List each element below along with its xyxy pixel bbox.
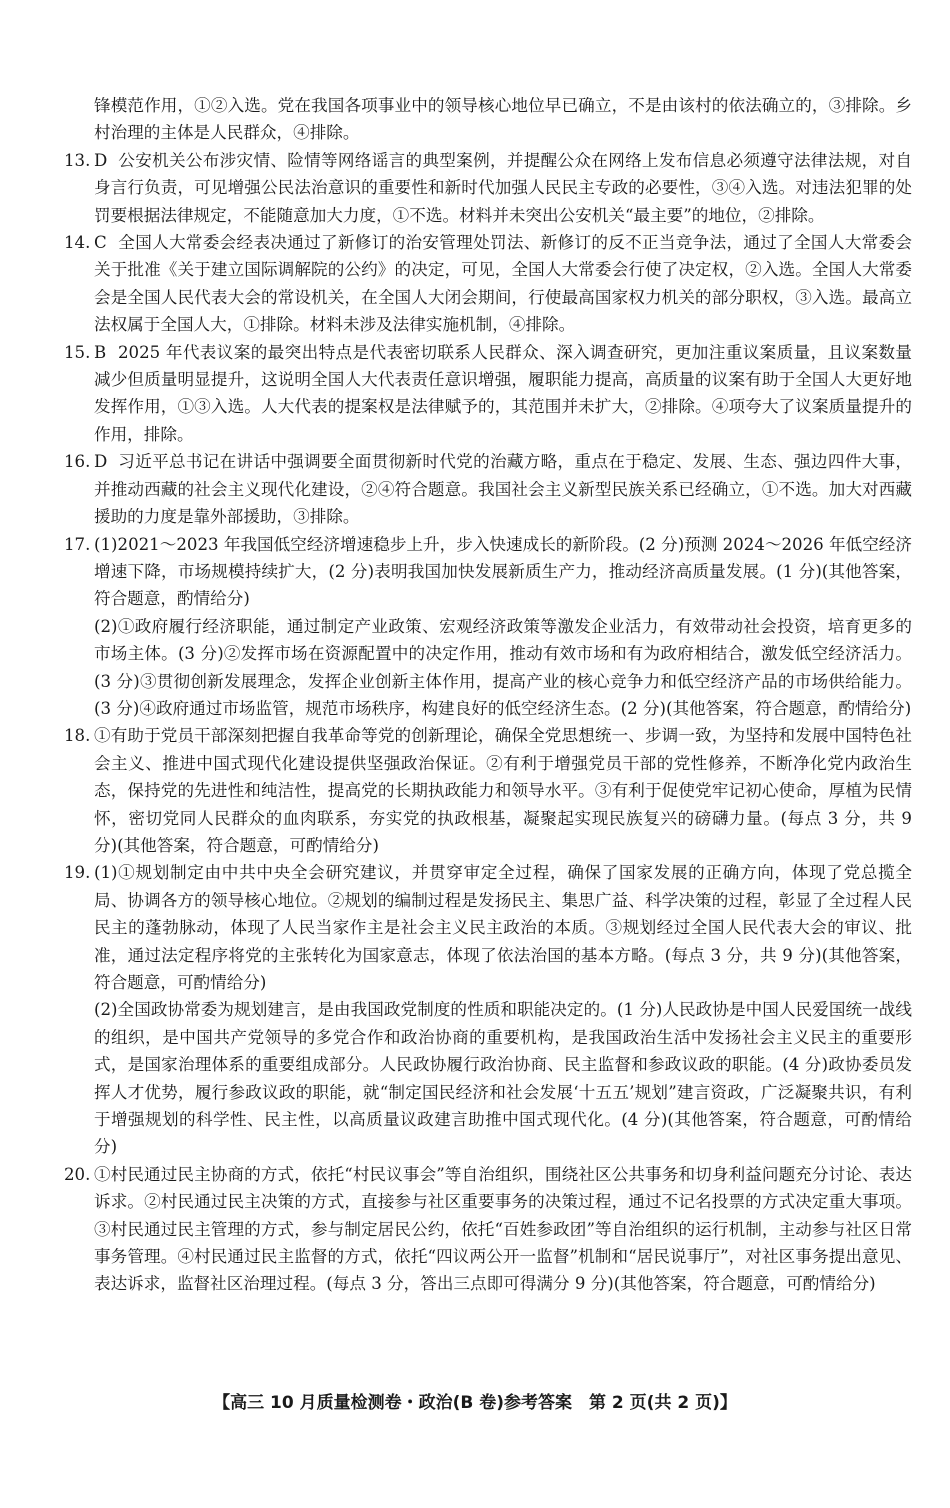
answer-number: 14.	[64, 233, 91, 253]
answer-choice: D	[94, 150, 108, 170]
answer-explanation: (1)2021～2023 年我国低空经济增速稳步上升，步入快速成长的新阶段。(2 分)预测 2024～2026 年低空经济增速下降，市场规模持续扩大，(2 分)表明我国加快发展新质生产力，推动经济高质量发展。(1 分)(其他答案，符合题意，酌情给分)	[94, 534, 912, 609]
answer-number: 15.	[64, 342, 91, 362]
answer-item-19	[64, 859, 912, 996]
answer-explanation: 全国人大常委会经表决通过了新修订的治安管理处罚法、新修订的反不正当竞争法，通过了全国人大常委会关于批准《关于建立国际调解院的公约》的决定，可见，全国人大常委会行使了决定权，②入选。全国人大常委会是全国人民代表大会的常设机关，在全国人大闭会期间，行使最高国家权力机关的部分职权，③入选。最高立法权属于全国人大，①排除。材料未涉及法律实施机制，④排除。	[94, 233, 912, 335]
intro-paragraph: 锋模范作用，①②入选。党在我国各项事业中的领导核心地位早已确立，不是由该村的依法确立的，③排除。乡村治理的主体是人民群众，④排除。	[94, 96, 912, 143]
answer-explanation: 习近平总书记在讲话中强调要全面贯彻新时代党的治藏方略，重点在于稳定、发展、生态、强边四件大事，并推动西藏的社会主义现代化建设，②④符合题意。我国社会主义新型民族关系已经确立，①不选。加大对西藏援助的力度是靠外部援助，③排除。	[94, 452, 912, 527]
answer-number: 18.	[64, 726, 91, 746]
answer-number: 16.	[64, 452, 91, 472]
answer-item-15	[64, 339, 912, 449]
page-footer: 【高三 10 月质量检测卷・政治(B 卷)参考答案 第 2 页(共 2 页)】	[213, 1393, 737, 1413]
answer-explanation: ①村民通过民主协商的方式，依托“村民议事会”等自治组织，围绕社区公共事务和切身利益问题充分讨论、表达诉求。②村民通过民主决策的方式，直接参与社区重要事务的决策过程，通过不记名投票的方式决定重大事项。③村民通过民主管理的方式，参与制定居民公约，依托“百姓参政团”等自治组织的运行机制，主动参与社区日常事务管理。④村民通过民主监督的方式，依托“四议两公开一监督”机制和“居民说事厅”，对社区事务提出意见、表达诉求，监督社区治理过程。(每点 3 分，答出三点即可得满分 9 分)(其他答案，符合题意，可酌情给分)	[94, 1164, 912, 1294]
answer-item-20	[64, 1161, 912, 1298]
answer-item-16	[64, 448, 912, 530]
answer-item-18	[64, 722, 912, 859]
answer-explanation: (1)①规划制定由中共中央全会研究建议，并贯穿审定全过程，确保了国家发展的正确方向，体现了党总揽全局、协调各方的领导核心地位。②规划的编制过程是发扬民主、集思广益、科学决策的过程，彰显了全过程人民民主的蓬勃脉动，体现了人民当家作主是社会主义民主政治的本质。③规划经过全国人民代表大会的审议、批准，通过法定程序将党的主张转化为国家意志，体现了依法治国的基本方略。(每点 3 分，共 9 分)(其他答案，符合题意，可酌情给分)	[94, 863, 912, 992]
answer-explanation: ①有助于党员干部深刻把握自我革命等党的创新理论，确保全党思想统一、步调一致，为坚持和发展中国特色社会主义、推进中国式现代化建设提供坚强政治保证。②有利于增强党员干部的党性修养，不断净化党内政治生态，保持党的先进性和纯洁性，提高党的长期执政能力和领导水平。③有利于促使党牢记初心使命，厚植为民情怀，密切党同人民群众的血肉联系，夯实党的执政根基，凝聚起实现民族复兴的磅礴力量。(每点 3 分，共 9 分)(其他答案，符合题意，可酌情给分)	[94, 726, 912, 855]
answer-item-17	[64, 531, 912, 613]
answer-choice: D	[94, 452, 108, 472]
answer-explanation: 2025 年代表议案的最突出特点是代表密切联系人民群众、深入调查研究，更加注重议案质量，且议案数量减少但质量明显提升，这说明全国人大代表责任意识增强，履职能力提高，高质量的议案有助于全国人大更好地发挥作用，①③入选。人大代表的提案权是法律赋予的，其范围并未扩大，②排除。④项夸大了议案质量提升的作用，排除。	[94, 342, 912, 444]
answer-key-page	[64, 92, 912, 1298]
answer-item-14	[64, 229, 912, 339]
answer-17-part-2: (2)①政府履行经济职能，通过制定产业政策、宏观经济政策等激发企业活力，有效带动社会投资，培育更多的市场主体。(3 分)②发挥市场在资源配置中的决定作用，推动有效市场和有为政府相结合，激发低空经济活力。(3 分)③贯彻创新发展理念，发挥企业创新主体作用，提高产业的核心竞争力和低空经济产品的市场供给能力。(3 分)④政府通过市场监管，规范市场秩序，构建良好的低空经济生态。(2 分)(其他答案，符合题意，酌情给分)	[94, 616, 912, 718]
answer-choice: C	[94, 233, 107, 253]
answer-number: 20.	[64, 1164, 91, 1184]
answer-choice: B	[94, 342, 107, 362]
answer-number: 13.	[64, 150, 91, 170]
answer-item-13	[64, 147, 912, 229]
answer-19-part-2: (2)全国政协常委为规划建言，是由我国政党制度的性质和职能决定的。(1 分)人民政协是中国人民爱国统一战线的组织，是中国共产党领导的多党合作和政治协商的重要机构，是我国政治生活中发扬社会主义民主的重要形式，是国家治理体系的重要组成部分。人民政协履行政治协商、民主监督和参政议政的职能。(4 分)政协委员发挥人才优势，履行参政议政的职能，就“制定国民经济和社会发展‘十五五’规划”建言资政，广泛凝聚共识，有利于增强规划的科学性、民主性，以高质量议政建言助推中国式现代化。(4 分)(其他答案，符合题意，可酌情给分)	[94, 1000, 912, 1157]
answer-explanation: 公安机关公布涉灾情、险情等网络谣言的典型案例，并提醒公众在网络上发布信息必须遵守法律法规，对自身言行负责，可见增强公民法治意识的重要性和新时代加强人民民主专政的必要性，③④入选。对违法犯罪的处罚要根据法律规定，不能随意加大力度，①不选。材料并未突出公安机关“最主要”的地位，②排除。	[94, 150, 912, 225]
answer-number: 17.	[64, 534, 91, 554]
answer-number: 19.	[64, 863, 91, 883]
